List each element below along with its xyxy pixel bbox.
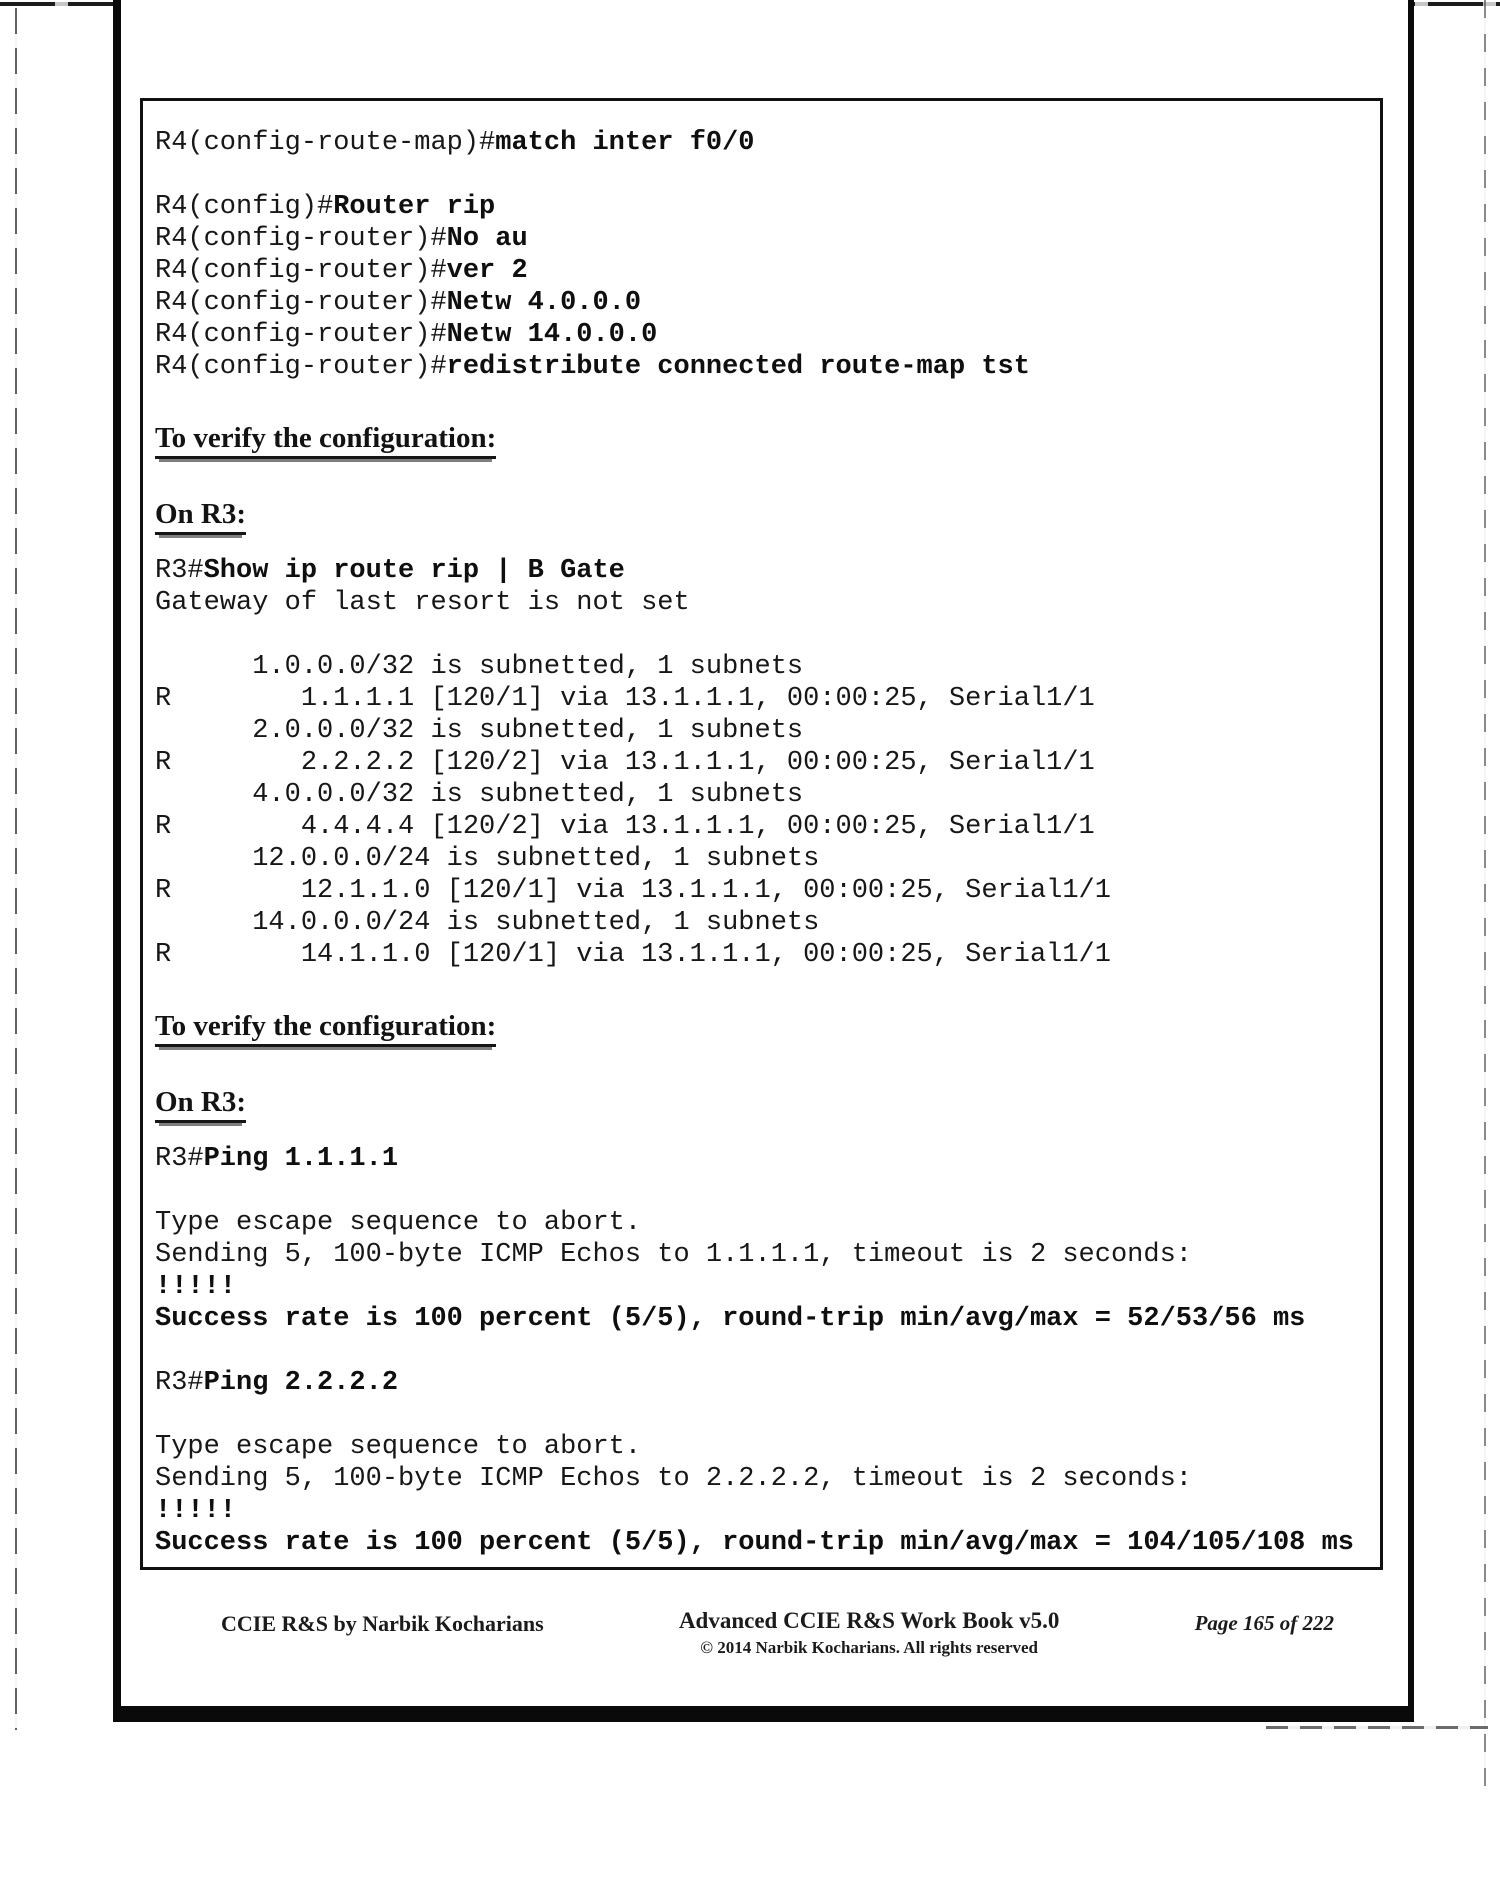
console-output-line: Sending 5, 100-byte ICMP Echos to 1.1.1.1, timeout is 2 seconds: bbox=[155, 1240, 1192, 1270]
console-prompt: R4(config-router)# bbox=[155, 320, 447, 350]
section-heading-text: To verify the configuration: bbox=[155, 1010, 496, 1047]
console-output-line: Success rate is 100 percent (5/5), round-trip min/avg/max = 104/105/108 ms bbox=[155, 1528, 1354, 1558]
console-command-line bbox=[155, 287, 1370, 319]
footer-copyright: © 2014 Narbik Kocharians. All rights reserved bbox=[700, 1638, 1039, 1657]
console-command-line bbox=[155, 1143, 1370, 1175]
scan-left-edge-line bbox=[15, 8, 17, 1730]
console-output-line: 14.0.0.0/24 is subnetted, 1 subnets bbox=[155, 908, 820, 938]
console-output-line: Sending 5, 100-byte ICMP Echos to 2.2.2.2, timeout is 2 seconds: bbox=[155, 1464, 1192, 1494]
console-box bbox=[140, 98, 1383, 1570]
console-command-line bbox=[155, 127, 1370, 159]
console-output-line: Gateway of last resort is not set bbox=[155, 588, 690, 618]
console-prompt: R3# bbox=[155, 1144, 204, 1174]
console-command-line bbox=[155, 255, 1370, 287]
console-command-line bbox=[155, 223, 1370, 255]
console-command: Router rip bbox=[333, 192, 496, 222]
scan-bottom-right-dashes bbox=[1266, 1726, 1488, 1729]
console-command: Ping 2.2.2.2 bbox=[203, 1368, 399, 1398]
console-output-line: Type escape sequence to abort. bbox=[155, 1208, 642, 1238]
console-output-line: 1.0.0.0/32 is subnetted, 1 subnets bbox=[155, 652, 804, 682]
console-prompt: R4(config-router)# bbox=[155, 288, 447, 318]
console-output-line: 4.0.0.0/32 is subnetted, 1 subnets bbox=[155, 780, 804, 810]
console-prompt: R3# bbox=[155, 1368, 204, 1398]
console-output-line: R 12.1.1.0 [120/1] via 13.1.1.1, 00:00:25, Serial1/1 bbox=[155, 876, 1111, 906]
console-blank-line bbox=[155, 1335, 1370, 1367]
console-prompt: R4(config-router)# bbox=[155, 224, 447, 254]
console-output-line: Success rate is 100 percent (5/5), round-trip min/avg/max = 52/53/56 ms bbox=[155, 1304, 1306, 1334]
console-command: redistribute connected route-map tst bbox=[446, 352, 1030, 382]
console-command-line bbox=[155, 1367, 1370, 1399]
console-command: Netw 14.0.0.0 bbox=[446, 320, 658, 350]
section-heading bbox=[155, 1081, 1370, 1123]
console-command: Ping 1.1.1.1 bbox=[203, 1144, 399, 1174]
section-heading-text: On R3: bbox=[155, 1086, 246, 1123]
console-output-line: Type escape sequence to abort. bbox=[155, 1432, 642, 1462]
console-prompt: R4(config)# bbox=[155, 192, 334, 222]
scan-right-edge-line bbox=[1484, 0, 1486, 1786]
section-heading bbox=[155, 493, 1370, 535]
console-command-line bbox=[155, 191, 1370, 223]
section-heading bbox=[155, 1005, 1370, 1047]
page-footer bbox=[121, 1606, 1408, 1660]
section-heading bbox=[155, 417, 1370, 459]
console-command: ver 2 bbox=[446, 256, 528, 286]
footer-center bbox=[679, 1606, 1059, 1660]
console-command-line bbox=[155, 555, 1370, 587]
console-command: Show ip route rip | B Gate bbox=[203, 556, 625, 586]
console-output-line: 12.0.0.0/24 is subnetted, 1 subnets bbox=[155, 844, 820, 874]
console-prompt: R4(config-router)# bbox=[155, 256, 447, 286]
console-output-line: !!!!! bbox=[155, 1272, 237, 1302]
console-prompt: R4(config-route-map)# bbox=[155, 128, 496, 158]
console-output-line: R 2.2.2.2 [120/2] via 13.1.1.1, 00:00:25, Serial1/1 bbox=[155, 748, 1095, 778]
console-command: match inter f0/0 bbox=[495, 128, 755, 158]
console-command-line bbox=[155, 351, 1370, 383]
console-prompt: R3# bbox=[155, 556, 204, 586]
console-blank-line bbox=[155, 1399, 1370, 1431]
console-output-line: R 14.1.1.0 [120/1] via 13.1.1.1, 00:00:25, Serial1/1 bbox=[155, 940, 1111, 970]
section-heading-text: To verify the configuration: bbox=[155, 422, 496, 459]
console-command-line bbox=[155, 319, 1370, 351]
footer-author: CCIE R&S by Narbik Kocharians bbox=[221, 1611, 544, 1636]
console-blank-line bbox=[155, 619, 1370, 651]
console-command: Netw 4.0.0.0 bbox=[446, 288, 642, 318]
console-command: No au bbox=[446, 224, 528, 254]
console-output-line: 2.0.0.0/32 is subnetted, 1 subnets bbox=[155, 716, 804, 746]
console-output-line: R 4.4.4.4 [120/2] via 13.1.1.1, 00:00:25, Serial1/1 bbox=[155, 812, 1095, 842]
footer-page-number: Page 165 of 222 bbox=[1194, 1611, 1334, 1635]
console-prompt: R4(config-router)# bbox=[155, 352, 447, 382]
console-output-line: !!!!! bbox=[155, 1496, 237, 1526]
console-output-line: R 1.1.1.1 [120/1] via 13.1.1.1, 00:00:25, Serial1/1 bbox=[155, 684, 1095, 714]
footer-book-title: Advanced CCIE R&S Work Book v5.0 bbox=[678, 1608, 1060, 1633]
console-blank-line bbox=[155, 1175, 1370, 1207]
console-blank-line bbox=[155, 159, 1370, 191]
section-heading-text: On R3: bbox=[155, 498, 246, 535]
